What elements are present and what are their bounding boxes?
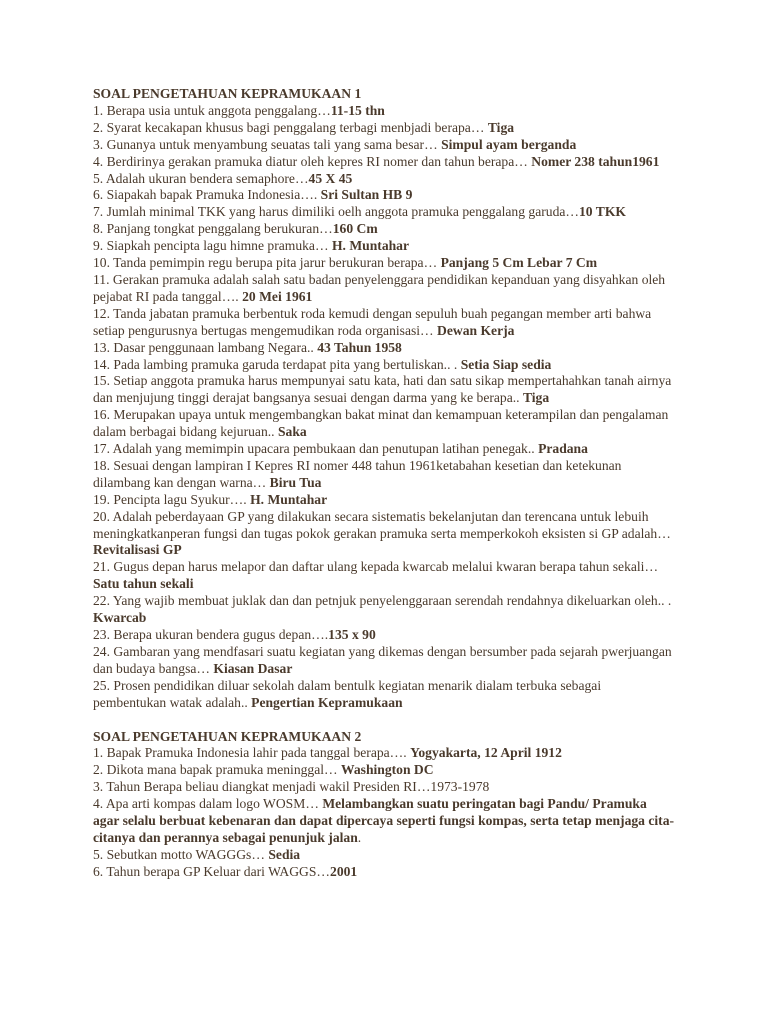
question-text: 1. Berapa usia untuk anggota penggalang…: [93, 102, 331, 118]
answer-text: Sri Sultan HB 9: [320, 187, 413, 203]
question-item: [93, 847, 676, 864]
question-text: 13. Dasar penggunaan lambang Negara..: [93, 339, 318, 355]
answer-text: Setia Siap sedia: [460, 356, 552, 372]
answer-text: 11-15 thn: [330, 102, 385, 118]
question-list: [93, 745, 676, 880]
question-text: 7. Jumlah minimal TKK yang harus dimiliki oelh anggota pramuka penggalang garuda…: [93, 204, 579, 220]
answer-text: Melambangkan suatu peringatan bagi Pandu/ Pramuka agar selalu berbuat kebenaran dan dapat dipercaya seperti fungsi kompas, serta tetap menjaga cita-citanya dan perannya sebagai penunjuk jalan: [93, 796, 675, 845]
question-item: [93, 204, 676, 221]
question-item: [93, 272, 676, 306]
question-text: 24. Gambaran yang mendfasari suatu kegiatan yang dikemas dengan bersumber pada sejarah pwerjuangan dan budaya bangsa…: [93, 643, 672, 676]
question-text: 4. Berdirinya gerakan pramuka diatur oleh kepres RI nomer dan tahun berapa…: [93, 153, 532, 169]
answer-text: H. Muntahar: [331, 238, 410, 254]
answer-text: Nomer 238 tahun1961: [531, 153, 660, 169]
question-text: 25. Prosen pendidikan diluar sekolah dalam bentulk kegiatan menarik dialam terbuka sebagai pembentukan watak adalah..: [93, 677, 602, 710]
answer-text: Biru Tua: [269, 474, 322, 490]
answer-text: Yogyakarta, 12 April 1912: [410, 745, 562, 761]
question-item: [93, 407, 676, 441]
question-item: [93, 593, 676, 627]
answer-text: Pengertian Kepramukaan: [251, 694, 403, 710]
question-item: [93, 373, 676, 407]
answer-text: 43 Tahun 1958: [317, 339, 402, 355]
question-item: [93, 154, 676, 171]
question-item: [93, 779, 676, 796]
section-title: SOAL PENGETAHUAN KEPRAMUKAAN 1: [93, 86, 362, 101]
question-item: [93, 644, 676, 678]
question-item: [93, 441, 676, 458]
question-item: [93, 255, 676, 272]
answer-text: Kiasan Dasar: [213, 660, 293, 676]
question-text: 10. Tanda pemimpin regu berupa pita jarur berukuran berapa…: [93, 255, 441, 271]
question-item: [93, 864, 676, 881]
answer-text: Saka: [277, 424, 307, 440]
answer-text: Dewan Kerja: [437, 322, 515, 338]
question-item: [93, 627, 676, 644]
question-text: 16. Merupakan upaya untuk mengembangkan bakat minat dan kemampuan keterampilan dan pengalaman dalam berbagai bidang kejuruan..: [93, 407, 669, 440]
answer-text: Simpul ayam berganda: [441, 136, 577, 152]
question-item: [93, 678, 676, 712]
question-item: [93, 762, 676, 779]
answer-text: Panjang 5 Cm Lebar 7 Cm: [440, 255, 598, 271]
question-text: 21. Gugus depan harus melapor dan daftar ulang kepada kwarcab melalui kwaran berapa tahun sekali…: [93, 559, 659, 575]
question-text: 8. Panjang tongkat penggalang berukuran…: [93, 221, 333, 237]
answer-text: Revitalisasi GP: [93, 542, 182, 558]
question-item: [93, 492, 676, 509]
answer-text: Pradana: [538, 441, 588, 457]
question-text: 5. Sebutkan motto WAGGGs…: [93, 846, 269, 862]
section-title: SOAL PENGETAHUAN KEPRAMUKAAN 2: [93, 728, 362, 744]
question-text: 11. Gerakan pramuka adalah salah satu badan penyelenggara pendidikan kepanduan yang disyahkan oleh pejabat RI pada tanggal….: [93, 271, 666, 304]
question-text: 3. Tahun Berapa beliau diangkat menjadi wakil Presiden RI…1973-1978: [93, 779, 490, 795]
answer-text: 2001: [330, 863, 358, 879]
answer-text: H. Muntahar: [250, 491, 328, 507]
question-text: 14. Pada lambing pramuka garuda terdapat pita yang bertuliskan.. .: [93, 356, 461, 372]
question-item: [93, 137, 676, 154]
question-text: 20. Adalah peberdayaan GP yang dilakukan secara sistematis bekelanjutan dan terencana untuk lebuih meningkatkanperan fungsi dan tugas pokok gerakan pramuka serta memperkokoh eksisten si GP adalah…: [93, 508, 671, 541]
question-item: [93, 171, 676, 188]
answer-tail: .: [357, 829, 362, 845]
question-item: [93, 357, 676, 374]
question-text: 1. Bapak Pramuka Indonesia lahir pada tanggal berapa….: [93, 745, 411, 761]
question-text: 4. Apa arti kompas dalam logo WOSM…: [93, 796, 323, 812]
question-item: [93, 306, 676, 340]
answer-text: Tiga: [522, 390, 550, 406]
answer-text: 135 x 90: [328, 627, 376, 642]
question-text: 5. Adalah ukuran bendera semaphore…: [93, 170, 309, 186]
answer-text: 45 X 45: [308, 170, 353, 186]
question-text: 6. Tahun berapa GP Keluar dari WAGGS…: [93, 863, 331, 879]
question-text: 23. Berapa ukuran bendera gugus depan….: [93, 627, 329, 642]
question-item: [93, 187, 676, 204]
question-item: [93, 458, 676, 492]
answer-text: Sedia: [268, 846, 301, 862]
question-text: 17. Adalah yang memimpin upacara pembukaan dan penutupan latihan penegak..: [93, 441, 539, 457]
section-2: [93, 729, 676, 881]
question-text: 2. Syarat kecakapan khusus bagi penggalang terbagi menbjadi berapa…: [93, 119, 488, 135]
answer-text: 160 Cm: [332, 221, 378, 237]
question-text: 15. Setiap anggota pramuka harus mempunyai satu kata, hati dan satu sikap mempertahahkan tanah airnya dan menjujung tinggi derajat bangsanya sesuai dengan darma yang ke berapa..: [93, 373, 672, 406]
question-text: 22. Yang wajib membuat juklak dan dan petnjuk penyelenggaraan serendah rendahnya dikeluarkan oleh.. .: [93, 593, 672, 609]
answer-text: Satu tahun sekali: [93, 576, 194, 592]
answer-text: 20 Mei 1961: [242, 288, 313, 304]
answer-text: Tiga: [487, 119, 515, 135]
question-item: [93, 559, 676, 593]
question-item: [93, 238, 676, 255]
question-item: [93, 221, 676, 238]
answer-text: 10 TKK: [579, 204, 626, 220]
question-text: 3. Gunanya untuk menyambung seuatas tali yang sama besar…: [93, 136, 442, 152]
question-item: [93, 745, 676, 762]
question-item: [93, 509, 676, 560]
question-item: [93, 103, 676, 120]
question-item: [93, 340, 676, 357]
question-text: 2. Dikota mana bapak pramuka meninggal…: [93, 762, 342, 778]
question-text: 12. Tanda jabatan pramuka berbentuk roda kemudi dengan sepuluh buah pegangan member arti bahwa setiap pengurusnya bertugas mengemudikan roda organisasi…: [93, 305, 652, 338]
question-text: 19. Pencipta lagu Syukur….: [93, 491, 251, 507]
section-1: [93, 86, 676, 712]
answer-text: Washington DC: [341, 762, 434, 778]
question-text: 6. Siapakah bapak Pramuka Indonesia….: [93, 187, 321, 203]
question-item: [93, 120, 676, 137]
question-text: 18. Sesuai dengan lampiran I Kepres RI nomer 448 tahun 1961ketabahan kesetian dan ketekunan dilambang kan dengan warna…: [93, 457, 622, 490]
answer-text: Kwarcab: [93, 610, 147, 626]
question-text: 9. Siapkah pencipta lagu himne pramuka…: [93, 238, 332, 254]
question-list: [93, 103, 676, 712]
question-item: [93, 796, 676, 847]
